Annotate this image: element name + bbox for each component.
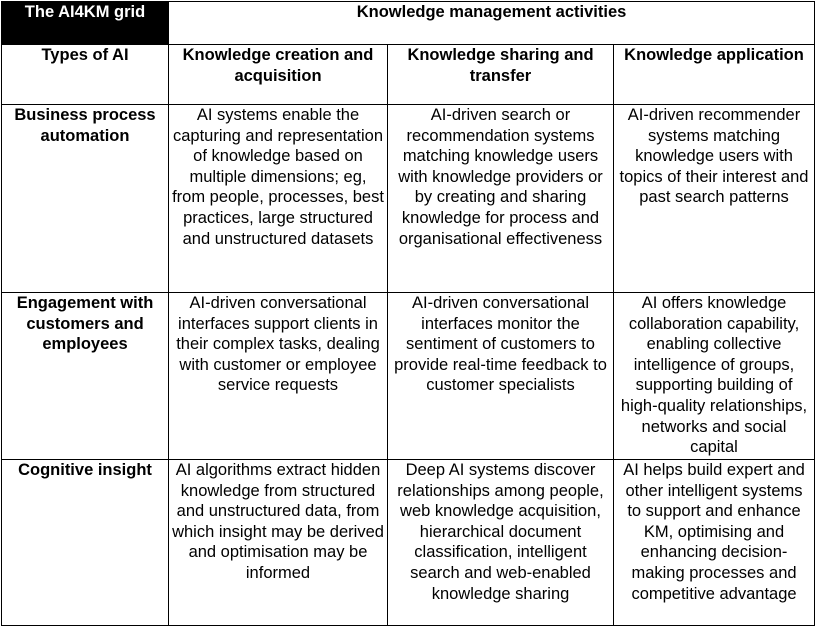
km-activities-header: Knowledge management activities — [169, 2, 815, 45]
header-row-columns — [2, 45, 815, 105]
cell-cognitive-application: AI helps build expert and other intelligent systems to support and enhance KM, optimising and enhancing decision-making processes and competitive advantage — [614, 460, 815, 626]
cell-engagement-creation: AI-driven conversational interfaces support clients in their complex tasks, dealing with customer or employee service requests — [169, 293, 388, 460]
cell-bpa-application: AI-driven recommender systems matching knowledge users with topics of their interest and past search patterns — [614, 105, 815, 293]
row-header-cognitive-insight: Cognitive insight — [2, 460, 169, 626]
cell-cognitive-sharing: Deep AI systems discover relationships among people, web knowledge acquisition, hierarchical document classification, intelligent search and web-enabled knowledge sharing — [388, 460, 614, 626]
table-row-engagement — [2, 293, 815, 460]
table-row-cognitive-insight — [2, 460, 815, 626]
table-row-business-process-automation — [2, 105, 815, 293]
column-header-sharing: Knowledge sharing and transfer — [388, 45, 614, 105]
ai4km-grid-table — [1, 1, 815, 626]
column-header-application: Knowledge application — [614, 45, 815, 105]
cell-engagement-application: AI offers knowledge collaboration capability, enabling collective intelligence of groups, supporting building of high-quality relationships, networks and social capital — [614, 293, 815, 460]
cell-engagement-sharing: AI-driven conversational interfaces monitor the sentiment of customers to provide real-time feedback to customer specialists — [388, 293, 614, 460]
cell-bpa-sharing: AI-driven search or recommendation systems matching knowledge users with knowledge providers or by creating and sharing knowledge for process and organisational effectiveness — [388, 105, 614, 293]
types-of-ai-header: Types of AI — [2, 45, 169, 105]
cell-cognitive-creation: AI algorithms extract hidden knowledge from structured and unstructured data, from which insight may be derived and optimisation may be informed — [169, 460, 388, 626]
row-header-engagement: Engagement with customers and employees — [2, 293, 169, 460]
column-header-creation: Knowledge creation and acquisition — [169, 45, 388, 105]
cell-bpa-creation: AI systems enable the capturing and representation of knowledge based on multiple dimensions; eg, from people, processes, best practices, large structured and unstructured datasets — [169, 105, 388, 293]
grid-title: The AI4KM grid — [2, 2, 169, 45]
row-header-business-process-automation: Business process automation — [2, 105, 169, 293]
header-row-top — [2, 2, 815, 45]
